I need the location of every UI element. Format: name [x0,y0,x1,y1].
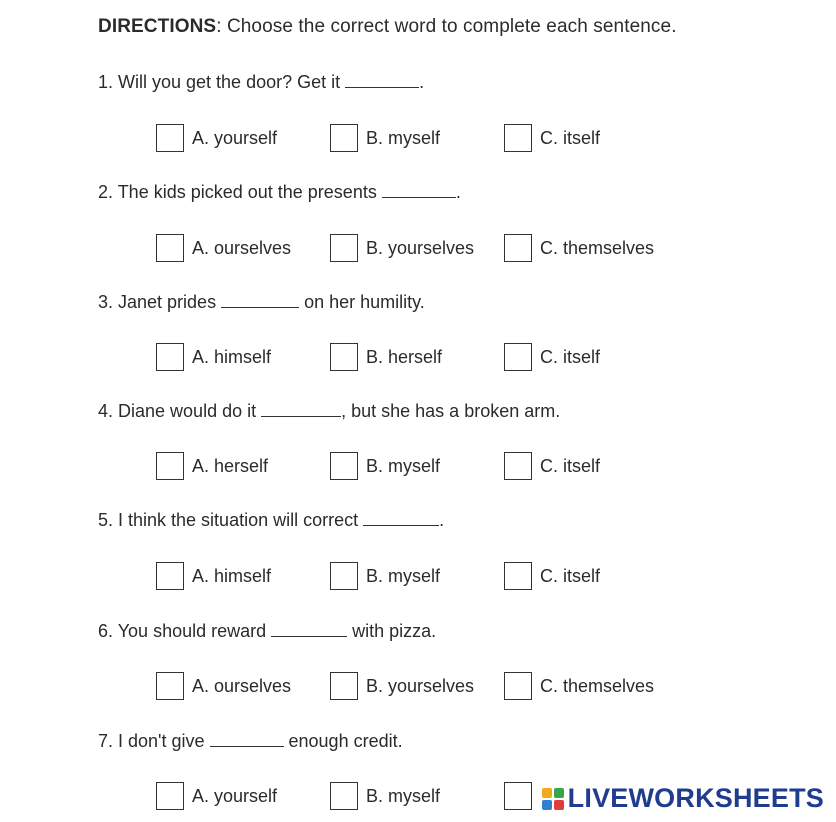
question-text-end: . [455,182,461,202]
checkbox[interactable] [156,782,184,810]
question-text: 5. I think the situation will correct [98,510,364,530]
checkbox[interactable] [330,452,358,480]
liveworksheets-logo-icon [542,788,564,810]
question-text: 4. Diane would do it [98,401,262,421]
answer-blank [363,511,439,526]
checkbox[interactable] [504,452,532,480]
question-text-end: enough credit. [283,731,403,751]
checkbox[interactable] [504,782,532,810]
question-text-end: on her humility. [299,292,425,312]
question-5 [98,510,444,531]
checkbox[interactable] [156,124,184,152]
question-text-end: with pizza. [347,621,437,641]
option-b[interactable]: B. herself [330,341,442,373]
option-a[interactable]: A. himself [156,341,271,373]
option-b[interactable]: B. yourselves [330,232,474,264]
question-4 [98,401,560,422]
checkbox[interactable] [156,452,184,480]
checkbox[interactable] [156,672,184,700]
option-a[interactable]: A. yourself [156,780,277,812]
question-text-end: , but she has a broken arm. [341,401,561,421]
checkbox[interactable] [504,234,532,262]
directions-text: : Choose the correct word to complete each sentence. [216,16,677,37]
checkbox[interactable] [156,562,184,590]
question-2 [98,182,461,203]
option-b[interactable]: B. myself [330,780,440,812]
answer-blank [382,183,456,198]
question-text: 2. The kids picked out the presents [98,182,382,202]
option-b[interactable]: B. yourselves [330,670,474,702]
answer-blank [210,732,284,747]
option-a[interactable]: A. yourself [156,122,277,154]
option-a[interactable]: A. ourselves [156,670,291,702]
option-a[interactable]: A. ourselves [156,232,291,264]
option-c[interactable]: C. itself [504,122,600,154]
answer-blank [221,293,299,308]
question-3 [98,292,425,313]
question-text: 1. Will you get the door? Get it [98,72,346,92]
option-c[interactable]: C. themselves [504,232,654,264]
option-a[interactable]: A. himself [156,560,271,592]
liveworksheets-logo [542,783,824,814]
checkbox[interactable] [156,234,184,262]
option-c[interactable]: C. itself [504,450,600,482]
option-b[interactable]: B. myself [330,450,440,482]
checkbox[interactable] [156,343,184,371]
answer-blank [261,402,341,417]
checkbox[interactable] [504,672,532,700]
question-text: 3. Janet prides [98,292,222,312]
option-b[interactable]: B. myself [330,122,440,154]
question-1 [98,72,424,93]
checkbox[interactable] [504,343,532,371]
option-c[interactable]: C. themselves [504,670,654,702]
option-a[interactable]: A. herself [156,450,268,482]
checkbox[interactable] [330,234,358,262]
checkbox[interactable] [504,562,532,590]
checkbox[interactable] [330,782,358,810]
checkbox[interactable] [330,672,358,700]
directions [98,16,677,38]
question-6 [98,621,436,642]
question-text-end: . [419,72,425,92]
question-text: 7. I don't give [98,731,210,751]
directions-label: DIRECTIONS [98,16,217,37]
checkbox[interactable] [330,124,358,152]
question-text: 6. You should reward [98,621,272,641]
checkbox[interactable] [504,124,532,152]
question-text-end: . [439,510,445,530]
answer-blank [345,73,419,88]
option-b[interactable]: B. myself [330,560,440,592]
logo-text: LIVEWORKSHEETS [567,783,824,813]
question-7 [98,731,403,752]
checkbox[interactable] [330,343,358,371]
option-c[interactable] [504,780,540,812]
answer-blank [271,622,347,637]
checkbox[interactable] [330,562,358,590]
option-c[interactable]: C. itself [504,560,600,592]
option-c[interactable]: C. itself [504,341,600,373]
